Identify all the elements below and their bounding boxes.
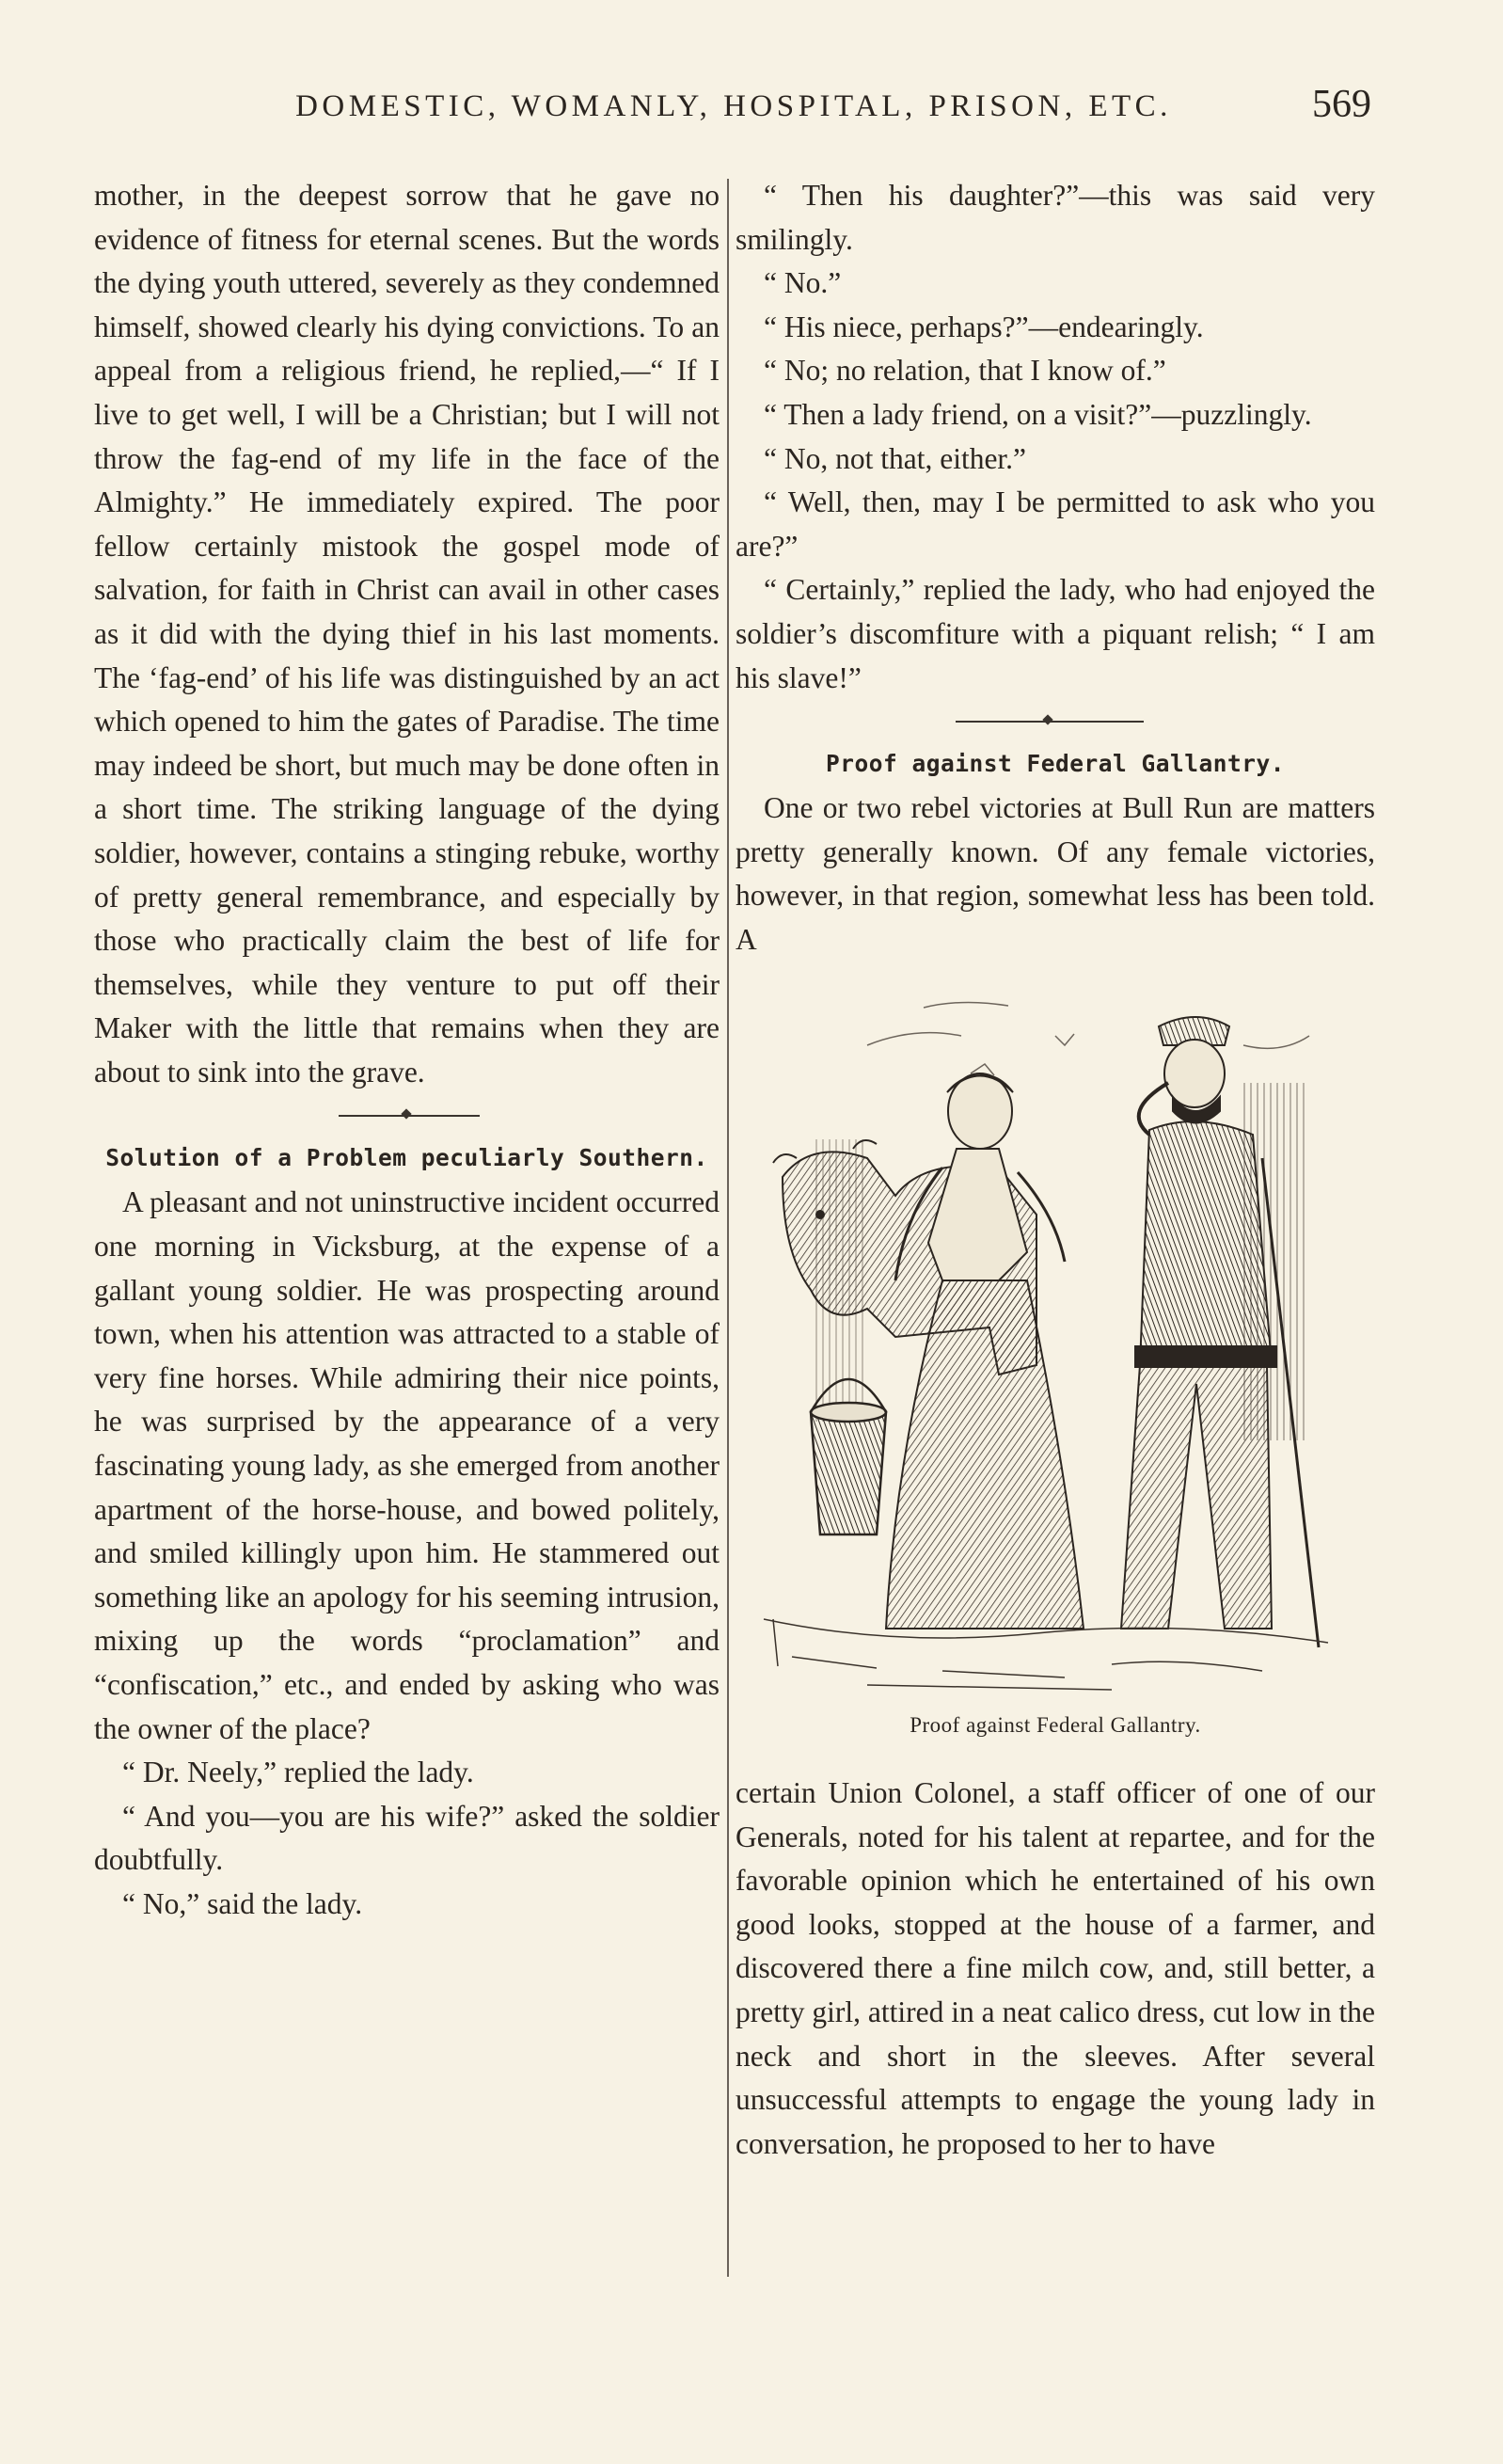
- paragraph: “ No,” said the lady.: [122, 1886, 363, 1920]
- paragraph: One or two rebel victories at Bull Run are matters pretty generally known. Of any female victories, however, in that region, somewhat less has been told. A: [736, 791, 1375, 956]
- figure-caption: Proof against Federal Gallantry.: [910, 1712, 1201, 1737]
- paragraph: “ Dr. Neely,” replied the lady.: [122, 1756, 474, 1789]
- section-separator: [94, 1094, 720, 1137]
- paragraph: “ No; no relation, that I know of.”: [764, 354, 1166, 388]
- section-heading: Solution of a Problem peculiarly Southern.: [105, 1144, 708, 1172]
- paragraph: mother, in the deepest sorrow that he gave no evidence of fitness for eternal scenes. But the words the dying youth uttered, severely as they condemned himself, showed clearly his dying convictions. To an appeal from a religious friend, he replied,—“ If I live to get well, I will be a Christian; but I will not throw the fag-end of my life in the face of the Almighty.” He immediately expired. The poor fellow certainly mistook the gospel mode of salvation, for faith in Christ can avail in other cases as it did with the dying thief in his last moments. The ‘fag-end’ of his life was distinguished by an act which opened to him the gates of Paradise. The time may indeed be short, but much may be done often in a short time. The striking language of the dying soldier, however, contains a stinging rebuke, worthy of pretty general remembrance, and especially by those who practically claim the best of life for themselves, while they venture to put off their Maker with the little that remains when they are about to sink into the grave.: [94, 179, 720, 1089]
- running-head: DOMESTIC, WOMANLY, HOSPITAL, PRISON, ETC.: [295, 89, 1172, 123]
- column-rule: [727, 179, 729, 2277]
- paragraph: “ No.”: [764, 266, 842, 300]
- right-column: [736, 174, 1375, 2166]
- page-number: 569: [1312, 83, 1371, 126]
- left-column: [94, 174, 720, 1927]
- ground: [764, 1619, 1328, 1690]
- paragraph: “ Then a lady friend, on a visit?”—puzzlingly.: [764, 397, 1312, 431]
- paragraph: “ No, not that, either.”: [764, 441, 1027, 475]
- paragraph: “ Well, then, may I be permitted to ask who you are?”: [736, 485, 1375, 563]
- paragraph: “ His niece, perhaps?”—endearingly.: [764, 310, 1204, 343]
- sky-lines: [867, 1002, 1309, 1075]
- paragraph: “ Certainly,” replied the lady, who had enjoyed the soldier’s discomfiture with a piquant relish; “ I am his slave!”: [736, 573, 1375, 694]
- section-separator: [736, 700, 1375, 743]
- girl-figure: [886, 1073, 1084, 1629]
- diamond-ornament-icon: [401, 1109, 411, 1120]
- diamond-ornament-icon: [1042, 714, 1052, 724]
- paragraph: certain Union Colonel, a staff officer of one of our Generals, noted for his talent at repartee, and for the favorable opinion which he entertained of his own good looks, stopped at the house of a farmer, and discovered there a fine milch cow, and, still better, a pretty girl, attired in a neat calico dress, cut low in the neck and short in the sleeves. After several unsuccessful attempts to engage the young lady in conversation, he proposed to her to have: [736, 1776, 1375, 2160]
- paragraph: “ And you—you are his wife?” asked the soldier doubtfully.: [94, 1799, 720, 1877]
- engraving-svg: [754, 970, 1337, 1704]
- page-header: [0, 83, 1503, 146]
- section-heading: Proof against Federal Gallantry.: [825, 750, 1285, 778]
- paragraph: A pleasant and not uninstructive incident occurred one morning in Vicksburg, at the expense of a gallant young soldier. He was prospecting around town, when his attention was attracted to a stable of very fine horses. While admiring their nice points, he was surprised by the appearance of a very fascinating young lady, as she emerged from another apartment of the horse-house, and bowed politely, and smiled killingly upon him. He stammered out something like an apology for his seeming intrusion, mixing up the words “proclamation” and “confiscation,” etc., and ended by asking who was the owner of the place?: [94, 1185, 720, 1745]
- paragraph: “ Then his daughter?”—this was said very smilingly.: [736, 179, 1375, 256]
- engraving-illustration: [754, 970, 1337, 1704]
